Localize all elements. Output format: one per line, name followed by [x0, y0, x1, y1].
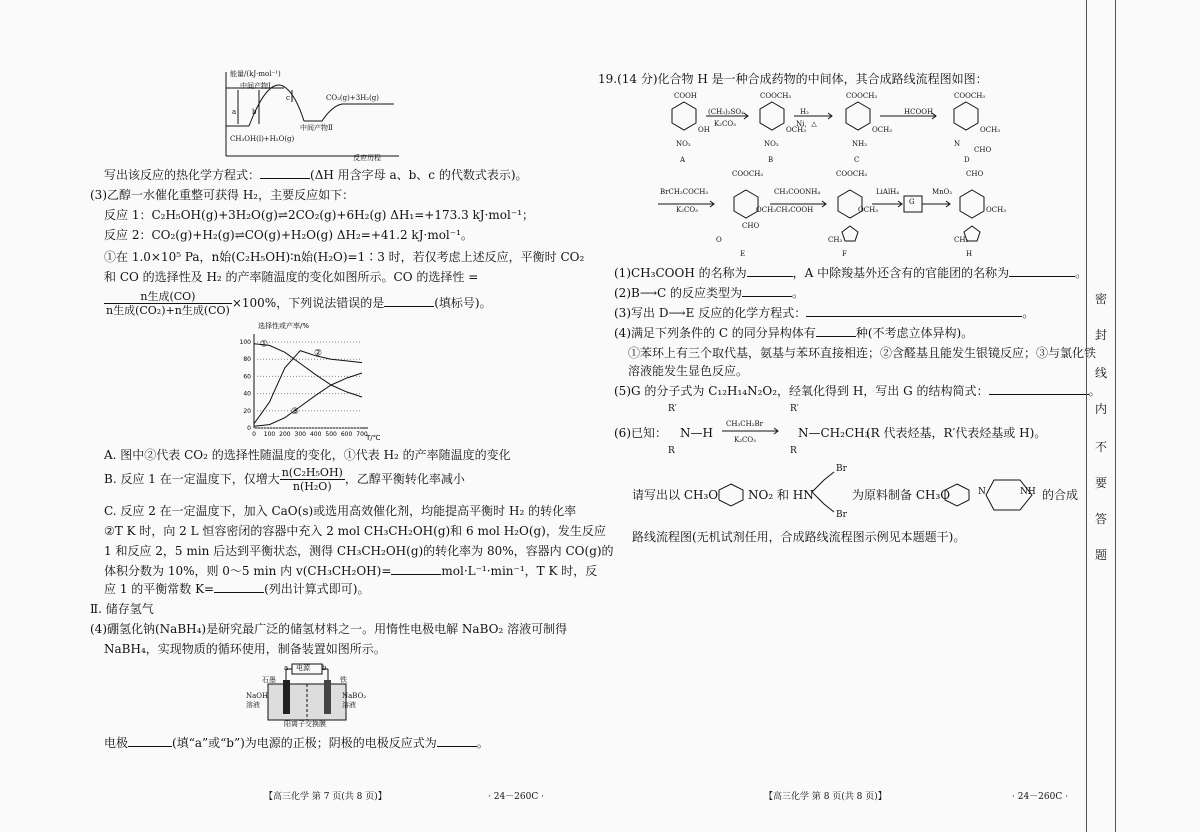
seal-char-5: 要	[1094, 476, 1107, 490]
chart-xtick-label: 500	[325, 431, 337, 438]
chart-ytick-label: 0	[247, 425, 251, 432]
q19-title: 19.(14 分)化合物 H 是一种合成药物的中间体，其合成路线流程图如图：	[598, 72, 988, 86]
mol-a-cooh: COOH	[674, 92, 697, 100]
seal-char-0: 密	[1094, 292, 1107, 306]
q19-8: 路线流程图(无机试剂任用，合成路线流程图示例见本题题干)。	[632, 530, 966, 544]
chart-ytick-label: 100	[239, 339, 251, 346]
q19-6-reagent-bottom: K₂CO₃	[734, 436, 756, 444]
mol-d-och3: OCH₃	[980, 126, 1001, 134]
mol-e-cooch3: COOCH₃	[732, 170, 764, 178]
reagent-7-top: MnO₂	[932, 188, 953, 196]
chart-ytick-label: 40	[243, 390, 251, 398]
reagent-4-top: BrCH₂COCH₃	[660, 188, 709, 196]
seal-char-7: 题	[1094, 548, 1107, 562]
q19-2: (2)B⟶C 的反应类型为 。	[614, 286, 805, 300]
chart-series-line	[254, 351, 362, 424]
mol-b-label: B	[768, 156, 774, 164]
mol-e-cho: CHO	[742, 222, 760, 230]
selectivity-chart	[232, 320, 382, 442]
seal-char-2: 线	[1094, 366, 1107, 380]
q-line-6: 和 CO 的选择性及 H₂ 的产率随温度的变化如图所示。CO 的选择性 =	[104, 270, 479, 284]
q19-4-cond1: ①苯环上有三个取代基，氨基与苯环直接相连；②含醛基且能发生银镜反应；③与氯化铁	[628, 346, 1097, 360]
cell-a: a	[284, 664, 289, 672]
q19-7-c: 为原料制备 CH₃O	[852, 488, 951, 502]
footer-right-page: 【高三化学 第 8 页(共 8 页)】	[764, 792, 887, 802]
energy-a: a	[232, 108, 237, 116]
chart-xlabel: T/℃	[366, 434, 381, 442]
reagent-2-bottom: Ni，△	[796, 120, 817, 128]
q-line-2: (3)乙醇一水催化重整可获得 H₂，主要反应如下：	[90, 188, 355, 202]
seal-char-1: 封	[1094, 328, 1107, 342]
option-c: C. 反应 2 在一定温度下，加入 CaO(s)或选用高效催化剂，均能提高平衡时 H₂ 的转化率	[104, 504, 577, 518]
mol-b-cooch3: COOCH₃	[760, 92, 792, 100]
q-line-8: ②T K 时，向 2 L 恒容密闭的容器中充入 2 mol CH₃CH₂OH(g)和 6 mol H₂O(g)，发生反应	[104, 524, 606, 538]
q19-6-r: R	[668, 446, 675, 456]
chart-series-label: ③	[290, 406, 299, 417]
q19-4-cond2: 溶液能发生显色反应。	[628, 364, 749, 378]
seal-strip	[1086, 0, 1116, 832]
q19-7-d: 的合成	[1042, 488, 1079, 502]
mol-d-cho: CHO	[974, 146, 992, 154]
q-line-1: 写出该反应的热化学方程式： (ΔH 用含字母 a、b、c 的代数式表示)。	[104, 168, 528, 182]
reagent-3-top: HCOOH	[904, 108, 934, 116]
chart-ytick-label: 80	[243, 356, 251, 364]
q19-6-r-2: R	[790, 446, 797, 456]
benzene-ring-2	[942, 482, 972, 508]
cell-b: b	[322, 664, 327, 672]
mol-c-label: C	[854, 156, 860, 164]
chart-xtick-label: 100	[263, 431, 276, 438]
chart-xtick-label: 400	[309, 431, 322, 438]
energy-reactants: CH₃OH(l)+H₂O(g)	[230, 135, 295, 143]
q-line-9: 1 和反应 2，5 min 后达到平衡状态，测得 CH₃CH₂OH(g)的转化率为 80%，容器内 CO(g)的	[104, 544, 614, 558]
q-line-13: (4)硼氢化钠(NaBH₄)是研究最广泛的储氢材料之一。用惰性电极电解 NaBO₂ 溶液可制得	[90, 622, 568, 636]
q19-6-rprime: R′	[668, 404, 677, 414]
chart-ytick-label: 20	[243, 407, 251, 415]
mol-f-label: F	[842, 250, 847, 258]
energy-ylabel: 能量/(kJ·mol⁻¹)	[230, 70, 281, 78]
mol-e-och3: OCH₃	[756, 206, 777, 214]
mol-g-label: G	[909, 198, 915, 206]
mol-f-ch3: CH₃	[828, 236, 843, 244]
q-line-15: 电极 (填“a”或“b”)为电源的正极；阴极的电极反应式为 。	[104, 736, 489, 750]
chart-ytick-label: 60	[243, 373, 251, 381]
footer-right-code: · 24－260C ·	[1012, 792, 1068, 802]
q19-7-nh: NH	[1020, 487, 1036, 497]
q-line-4: 反应 2：CO₂(g)+H₂(g)⇌CO(g)+H₂O(g) ΔH₂=+41.2 kJ·mol⁻¹。	[104, 228, 473, 242]
q19-6-arrow	[722, 426, 782, 436]
energy-c: c	[286, 94, 290, 102]
q19-7-br-bottom: Br	[836, 510, 847, 520]
reagent-1-bottom: K₂CO₃	[714, 120, 736, 128]
option-b: B. 反应 1 在一定温度下，仅增大 $\frac{\text{n(C₂H₅OH)}}{\text{n(H₂O)}}$ ，乙醇平衡转化率减小	[104, 466, 465, 493]
seal-char-3: 内	[1094, 402, 1107, 416]
chart-series-line	[254, 344, 362, 397]
q19-6-reagent-top: CH₃CH₂Br	[726, 420, 764, 428]
q19-1: (1)CH₃COOH 的名称为 ，A 中除羧基外还含有的官能团的名称为 。	[614, 266, 1088, 280]
mol-f-och3: OCH₃	[858, 206, 879, 214]
q19-7-n: N	[978, 487, 986, 497]
cell-left-solution: NaOH 溶液	[246, 692, 269, 709]
mol-c-och3: OCH₃	[872, 126, 893, 134]
reagent-1-top: (CH₃)₂SO₄	[708, 108, 744, 116]
reagent-5-bottom: CH₃COOH	[776, 206, 814, 214]
q-line-7: $\frac{\text{n生成(CO)}}{\text{n生成(CO₂)+n生成(CO)}}$ ×100%，下列说法错误的是 (填标号)。	[106, 290, 492, 317]
q-line-3: 反应 1：C₂H₅OH(g)+3H₂O(g)⇌2CO₂(g)+6H₂(g) ΔH₁=+173.3 kJ·mol⁻¹；	[104, 208, 535, 222]
chart-xtick-label: 0	[252, 431, 256, 438]
mol-a-label: A	[680, 156, 686, 164]
mol-e-label: E	[740, 250, 746, 258]
mol-b-no2: NO₂	[764, 140, 779, 148]
energy-mid2: 中间产物Ⅱ	[300, 124, 333, 132]
q19-7-b: NO₂ 和 HN	[748, 488, 814, 502]
energy-xlabel: 反应历程	[353, 154, 381, 162]
q19-6-nh: N—H	[680, 426, 713, 440]
energy-b: b	[252, 108, 257, 116]
section-2-heading: Ⅱ. 储存氢气	[90, 602, 154, 616]
energy-diagram	[214, 66, 404, 164]
footer-left-code: · 24－260C ·	[488, 792, 544, 802]
reagent-2-top: H₂	[800, 108, 809, 116]
q19-3: (3)写出 D⟶E 反应的化学方程式： 。	[614, 306, 1035, 320]
chart-series-label: ②	[314, 348, 323, 359]
q-line-5: ①在 1.0×10⁵ Pa，n始(C₂H₅OH)∶n始(H₂O)=1∶3 时，若仅考虑上述反应，平衡时 CO₂	[104, 250, 585, 264]
footer-left-page: 【高三化学 第 7 页(共 8 页)】	[264, 792, 387, 802]
chart-xtick-label: 700	[356, 431, 368, 438]
q19-6-note: (R 代表烃基，R′代表烃基或 H)。	[866, 426, 1047, 440]
cell-right-electrode: 铁	[340, 676, 347, 684]
q-line-14: NaBH₄，实现物质的循环使用，制备装置如图所示。	[104, 642, 386, 656]
q19-5: (5)G 的分子式为 C₁₂H₁₄N₂O₂，经氧化得到 H，写出 G 的结构简式： 。	[614, 384, 1101, 398]
mol-a-oh: OH	[698, 126, 710, 134]
option-a: A. 图中②代表 CO₂ 的选择性随温度的变化，①代表 H₂ 的产率随温度的变化	[104, 448, 511, 462]
mol-a-no2: NO₂	[676, 140, 691, 148]
q19-6-product: N—CH₂CH₃	[798, 426, 870, 440]
reagent-6-top: LiAlH₄	[876, 188, 900, 196]
cell-right-solution: NaBO₂ 溶液	[342, 692, 367, 709]
q19-7-br-top: Br	[836, 464, 847, 474]
q19-6-label: (6)已知：	[614, 426, 667, 440]
energy-products: CO₂(g)+3H₂(g)	[326, 94, 380, 102]
chart-series-label: ①	[260, 339, 269, 350]
mol-e-o: O	[716, 236, 722, 244]
energy-mid1: 中间产物Ⅰ	[240, 82, 271, 90]
q19-4: (4)满足下列条件的 C 的同分异构体有 种(不考虑立体异构)。	[614, 326, 974, 340]
mol-h-cho: CHO	[966, 170, 984, 178]
mol-d-n: N	[954, 140, 961, 148]
mol-b-och3: OCH₃	[786, 126, 807, 134]
mol-h-label: H	[966, 250, 973, 258]
mol-c-nh2: NH₂	[852, 140, 868, 148]
mol-c-cooch3: COOCH₃	[846, 92, 878, 100]
mol-d-cooch3: COOCH₃	[954, 92, 986, 100]
chart-xtick-label: 600	[340, 431, 353, 438]
mol-h-och3: OCH₃	[986, 206, 1007, 214]
cell-left-electrode: 石墨	[262, 676, 276, 684]
reagent-4-bottom: K₂CO₃	[676, 206, 698, 214]
benzene-ring-1	[716, 482, 746, 508]
mol-d-label: D	[964, 156, 970, 164]
q19-6-rprime-2: R′	[790, 404, 799, 414]
mol-f-cooch3: COOCH₃	[836, 170, 868, 178]
cell-membrane: 阳离子交换膜	[284, 720, 326, 728]
chart-xtick-label: 200	[279, 431, 291, 438]
q-line-11: 应 1 的平衡常数 K= (列出计算式即可)。	[104, 582, 370, 596]
mol-h-ch3: CH₃	[954, 236, 969, 244]
co-selectivity-fraction: $\frac{\text{n生成(CO)}}{\text{n生成(CO₂)+n生成(CO)}}$	[106, 290, 230, 317]
q19-7-a: 请写出以 CH₃O	[632, 488, 719, 502]
chart-xtick-label: 300	[294, 431, 307, 438]
chart-ylabel: 选择性或产率/%	[258, 322, 310, 330]
cell-power: 电源	[296, 664, 310, 672]
seal-char-4: 不	[1094, 440, 1107, 454]
seal-char-6: 答	[1094, 512, 1107, 526]
reagent-5-top: CH₃COONH₄	[774, 188, 821, 196]
q-line-10: 体积分数为 10%，则 0～5 min 内 v(CH₃CH₂OH)= mol·L⁻¹·min⁻¹，T K 时，反	[104, 564, 598, 578]
